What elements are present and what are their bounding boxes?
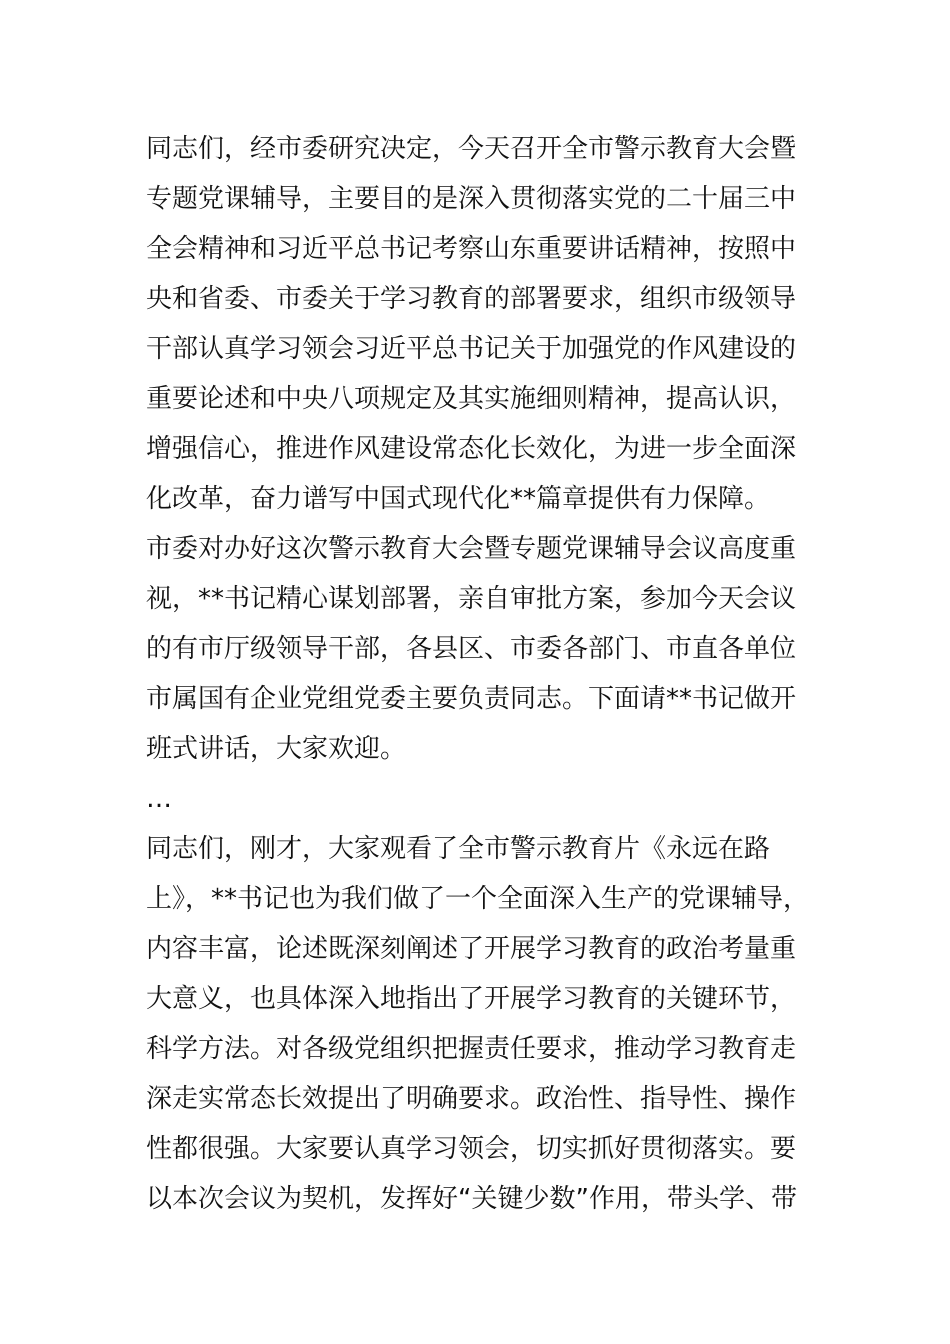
paragraph-introduction xyxy=(146,524,846,774)
paragraph-opening xyxy=(146,124,846,524)
text-line: 深走实常态长效提出了明确要求。政治性、指导性、操作 xyxy=(146,1084,797,1114)
text-line: 重要论述和中央八项规定及其实施细则精神，提高认识， xyxy=(146,384,797,414)
text-line: 市委对办好这次警示教育大会暨专题党课辅导会议高度重 xyxy=(146,534,797,564)
text-line: 同志们，经市委研究决定，今天召开全市警示教育大会暨 xyxy=(146,134,797,164)
text-line: 上》，**书记也为我们做了一个全面深入生产的党课辅导， xyxy=(146,884,810,914)
text-line: 增强信心，推进作风建设常态化长效化，为进一步全面深 xyxy=(146,434,797,464)
ellipsis-line: … xyxy=(146,784,172,814)
text-line: 以本次会议为契机，发挥好“关键少数”作用，带头学、带 xyxy=(146,1184,797,1214)
text-line: 干部认真学习领会习近平总书记关于加强党的作风建设的 xyxy=(146,334,797,364)
text-line: 班式讲话，大家欢迎。 xyxy=(146,734,407,764)
text-line: 视，**书记精心谋划部署，亲自审批方案，参加今天会议 xyxy=(146,584,797,614)
text-line: 央和省委、市委关于学习教育的部署要求，组织市级领导 xyxy=(146,284,797,314)
document-body xyxy=(146,124,846,1224)
text-line: 科学方法。对各级党组织把握责任要求，推动学习教育走 xyxy=(146,1034,797,1064)
paragraph-ellipsis xyxy=(146,774,846,824)
text-line: 化改革，奋力谱写中国式现代化**篇章提供有力保障。 xyxy=(146,484,771,514)
text-line: 全会精神和习近平总书记考察山东重要讲话精神，按照中 xyxy=(146,234,797,264)
text-line: 大意义，也具体深入地指出了开展学习教育的关键环节， xyxy=(146,984,797,1014)
text-line: 同志们，刚才，大家观看了全市警示教育片《永远在路 xyxy=(146,834,771,864)
text-line: 性都很强。大家要认真学习领会，切实抓好贯彻落实。要 xyxy=(146,1134,797,1164)
paragraph-closing xyxy=(146,824,846,1224)
text-line: 的有市厅级领导干部，各县区、市委各部门、市直各单位 xyxy=(146,634,797,664)
text-line: 市属国有企业党组党委主要负责同志。下面请**书记做开 xyxy=(146,684,797,714)
text-line: 内容丰富，论述既深刻阐述了开展学习教育的政治考量重 xyxy=(146,934,797,964)
text-line: 专题党课辅导，主要目的是深入贯彻落实党的二十届三中 xyxy=(146,184,797,214)
